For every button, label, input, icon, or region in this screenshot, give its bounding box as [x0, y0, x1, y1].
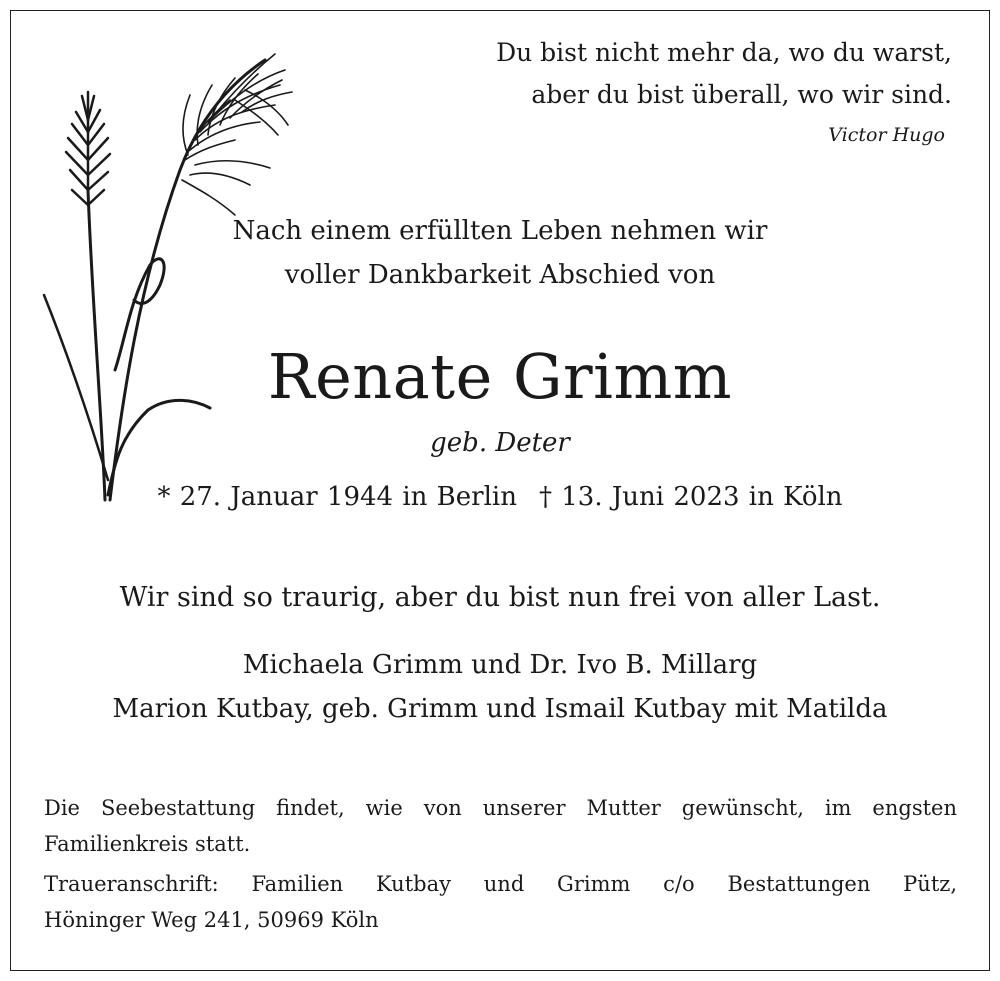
- family-line-2: Marion Kutbay, geb. Grimm und Ismail Kutbay mit Matilda: [112, 694, 888, 724]
- quote-author: Victor Hugo: [828, 124, 945, 146]
- intro-line-2: voller Dankbarkeit Abschied von: [284, 260, 716, 290]
- burial-note-line-1: Die Seebestattung findet, wie von unserer Mutter gewünscht, im engsten: [44, 796, 957, 820]
- family-line-1: Michaela Grimm und Dr. Ivo B. Millarg: [242, 650, 758, 680]
- quote-line-2: aber du bist überall, wo wir sind.: [531, 80, 952, 109]
- address-line-1: Traueranschrift: Familien Kutbay und Grimm c/o Bestattungen Pütz,: [44, 872, 957, 896]
- lament-line: Wir sind so traurig, aber du bist nun frei von aller Last.: [119, 582, 881, 613]
- maiden-name: geb. Deter: [430, 428, 570, 458]
- address-line-2: Höninger Weg 241, 50969 Köln: [44, 908, 379, 932]
- death-date: † 13. Juni 2023 in Köln: [538, 482, 843, 512]
- life-dates: [0, 482, 1000, 512]
- quote-line-1: Du bist nicht mehr da, wo du warst,: [496, 38, 952, 67]
- intro-line-1: Nach einem erfüllten Leben nehmen wir: [232, 216, 768, 246]
- birth-date: * 27. Januar 1944 in Berlin: [157, 482, 517, 512]
- burial-note-line-2: Familienkreis statt.: [44, 832, 251, 856]
- deceased-name: Renate Grimm: [267, 340, 733, 413]
